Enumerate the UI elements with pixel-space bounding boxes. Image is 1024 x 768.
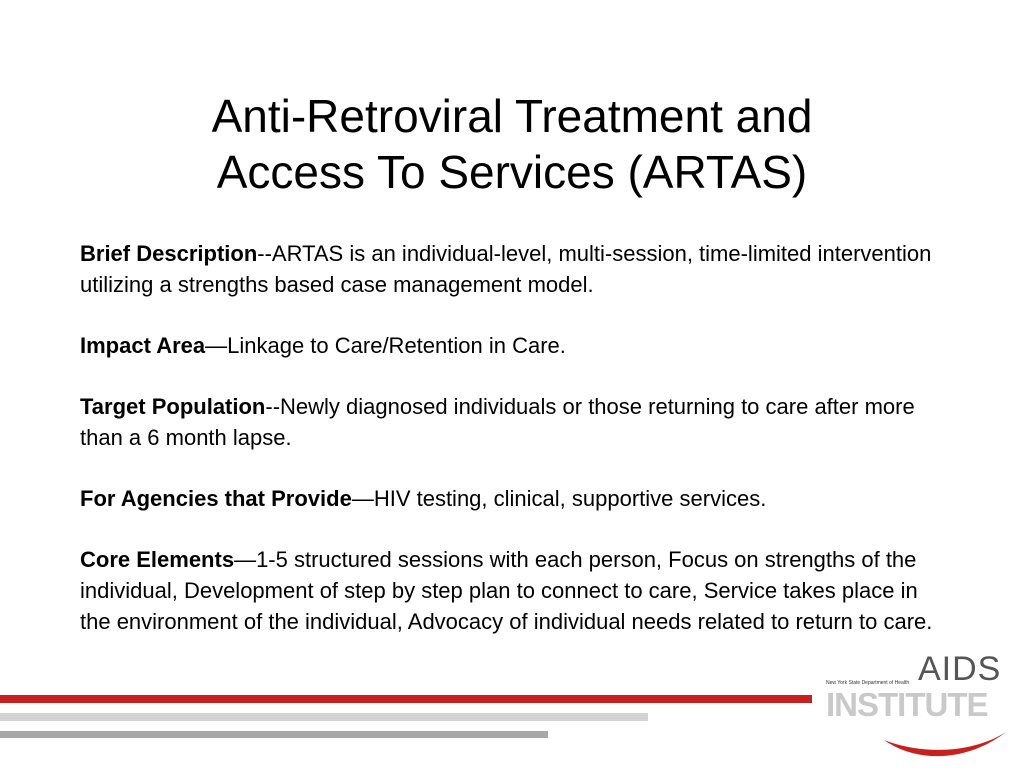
paragraph-label: For Agencies that Provide xyxy=(80,486,352,511)
light-gray-stripe xyxy=(0,713,648,721)
slide-body xyxy=(80,238,950,667)
paragraph-agencies xyxy=(80,483,950,514)
paragraph-impact-area xyxy=(80,330,950,361)
logo-aids-text: AIDS xyxy=(918,650,1002,688)
logo-institute-text: INSTITUTE xyxy=(826,686,988,723)
paragraph-label: Impact Area xyxy=(80,333,206,358)
paragraph-text: —1-5 structured sessions with each person, Focus on strengths of the individual, Development of step by step plan to connect to care, Service takes place in the environment of the individual, Advocacy of individual needs related to return to care. xyxy=(80,547,933,634)
logo-subtitle: New York State Department of Health xyxy=(826,680,910,686)
paragraph-brief-description xyxy=(80,238,950,300)
paragraph-core-elements xyxy=(80,544,950,637)
title-line-1: Anti-Retroviral Treatment and xyxy=(211,90,813,142)
paragraph-text: —Linkage to Care/Retention in Care. xyxy=(205,333,566,358)
paragraph-label: Brief Description xyxy=(80,241,258,266)
dark-gray-stripe xyxy=(0,731,548,738)
slide-title xyxy=(0,88,1024,200)
aids-institute-logo xyxy=(820,650,1010,760)
paragraph-text: —HIV testing, clinical, supportive services. xyxy=(351,486,767,511)
paragraph-target-population xyxy=(80,391,950,453)
red-stripe xyxy=(0,695,812,703)
logo-swoosh-icon xyxy=(880,710,1010,760)
paragraph-text: --Newly diagnosed individuals or those returning to care after more than a 6 month lapse. xyxy=(80,394,915,450)
paragraph-label: Core Elements xyxy=(80,547,235,572)
paragraph-text: --ARTAS is an individual-level, multi-session, time-limited intervention utilizing a strengths based case management model. xyxy=(80,241,932,297)
title-line-2: Access To Services (ARTAS) xyxy=(216,146,808,198)
paragraph-label: Target Population xyxy=(80,394,266,419)
